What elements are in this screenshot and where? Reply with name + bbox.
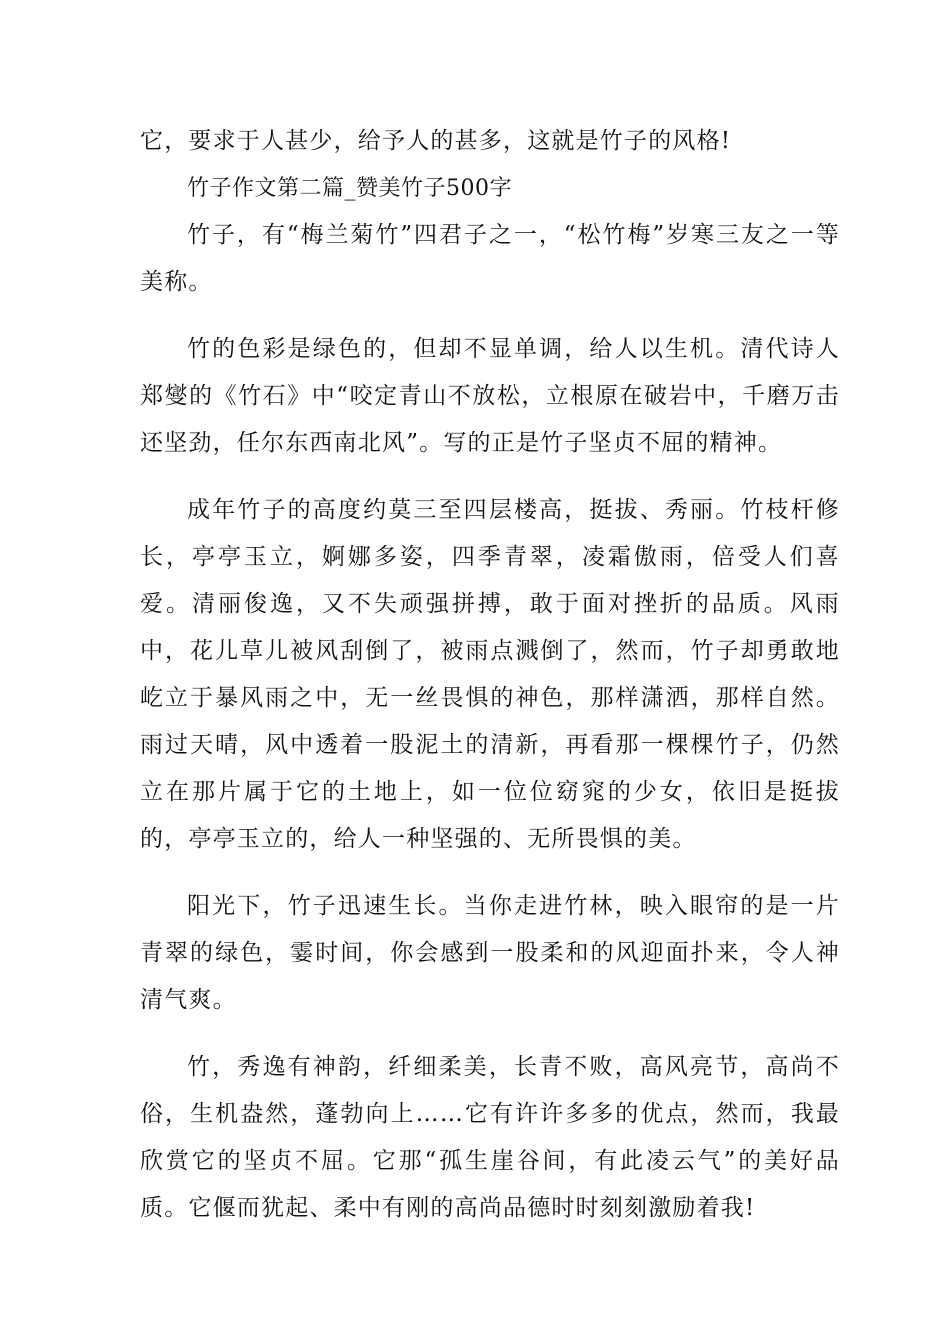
document-page xyxy=(140,118,840,1232)
paragraph: 阳光下，竹子迅速生长。当你走进竹林，映入眼帘的是一片青翠的绿色，霎时间，你会感到一股柔和的风迎面扑来，令人神清气爽。 xyxy=(140,893,840,1013)
section-title: 竹子作文第二篇_赞美竹子500字 xyxy=(187,176,512,201)
paragraph: 竹，秀逸有神韵，纤细柔美，长青不败，高风亮节，高尚不俗，生机盎然，蓬勃向上……它有许许多多的优点，然而，我最欣赏它的坚贞不屈。它那“孤生崖谷间，有此凌云气”的美好品质。它偃而犹起、柔中有刚的高尚品德时时刻刻激励着我! xyxy=(140,1054,840,1221)
paragraph: 成年竹子的高度约莫三至四层楼高，挺拔、秀丽。竹枝杆修长，亭亭玉立，婀娜多姿，四季青翠，凌霜傲雨，倍受人们喜爱。清丽俊逸，又不失顽强拼搏，敢于面对挫折的品质。风雨中，花儿草儿被风刮倒了，被雨点溅倒了，然而，竹子却勇敢地屹立于暴风雨之中，无一丝畏惧的神色，那样潇洒，那样自然。雨过天晴，风中透着一股泥土的清新，再看那一棵棵竹子，仍然立在那片属于它的土地上，如一位位窈窕的少女，依旧是挺拔的，亭亭玉立的，给人一种坚强的、无所畏惧的美。 xyxy=(140,497,840,852)
paragraph: 竹子，有“梅兰菊竹”四君子之一，“松竹梅”岁寒三友之一等美称。 xyxy=(140,222,840,295)
paragraph-continued: 它，要求于人甚少，给予人的甚多，这就是竹子的风格! xyxy=(140,128,732,154)
paragraph: 竹的色彩是绿色的，但却不显单调，给人以生机。清代诗人郑燮的《竹石》中“咬定青山不放松，立根原在破岩中，千磨万击还坚劲，任尔东西南北风”。写的正是竹子坚贞不屈的精神。 xyxy=(140,336,840,456)
